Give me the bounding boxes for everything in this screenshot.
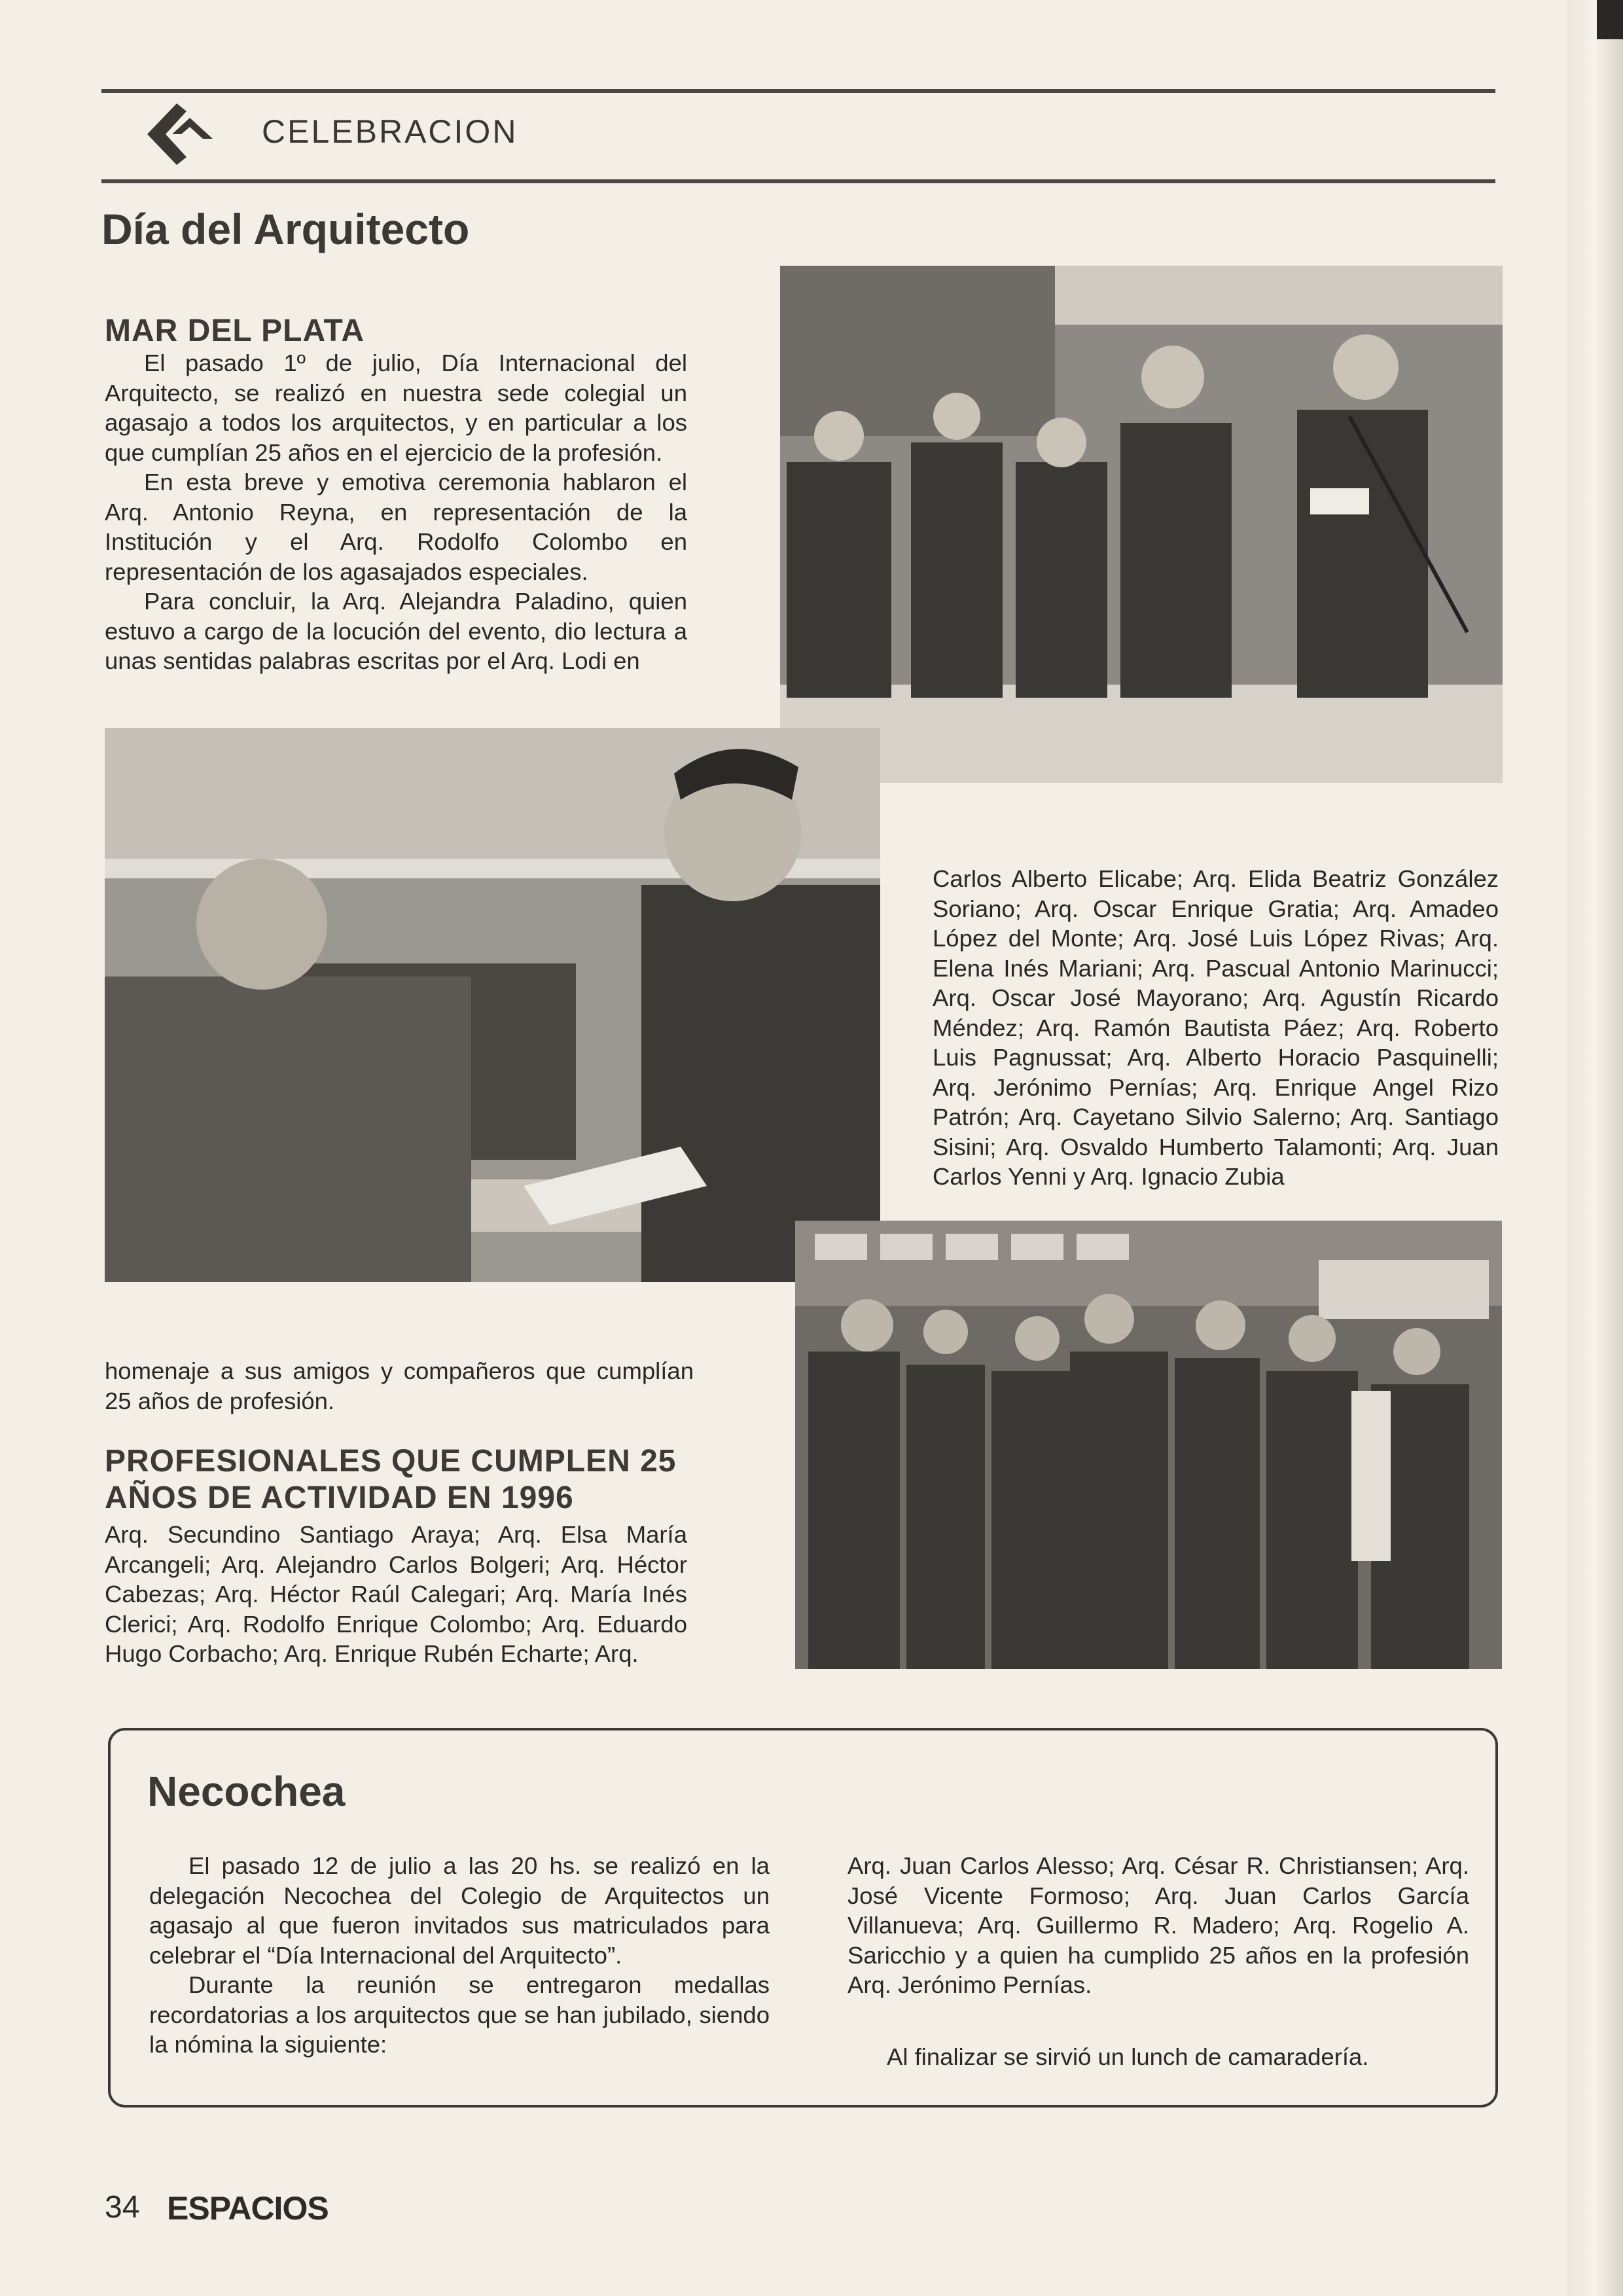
necochea-paragraph-2: Durante la reunión se entregaron medallas recordatorias a los arquitectos que se han jubilado, siendo la nómina la siguiente: — [149, 1971, 770, 2058]
top-rule — [101, 89, 1495, 93]
section-label: CELEBRACION — [262, 113, 518, 150]
photo-speakers — [780, 266, 1503, 783]
mdp-paragraph-3: Para concluir, la Arq. Alejandra Paladino, quien estuvo a cargo de la locución del evento, dio lectura a unas sentidas palabras escritas por el Arq. Lodi en — [105, 588, 687, 674]
mdp-paragraph-4: homenaje a sus amigos y compañeros que cumplían 25 años de profesión. — [105, 1357, 694, 1414]
page-title: Día del Arquitecto — [101, 205, 470, 253]
mdp-text — [105, 348, 687, 676]
page-number: 34 — [105, 2190, 140, 2225]
page-edge — [1567, 0, 1623, 2296]
mdp-paragraph-1: El pasado 1º de julio, Día Internacional del Arquitecto, se realizó en nuestra sede colegial un agasajo a todos los arquitectos, y en particular a los que cumplían 25 años en el ejercicio de la profesión. — [105, 350, 687, 466]
professionals-list: Arq. Secundino Santiago Araya; Arq. Elsa María Arcangeli; Arq. Alejandro Carlos Bolgeri; Arq. Héctor Cabezas; Arq. Héctor Raúl Calegari; Arq. María Inés Clerici; Arq. Rodolfo Enrique Colombo; Arq. Eduardo Hugo Corbacho; Arq. Enrique Rubén Echarte; Arq. — [105, 1521, 687, 1667]
header-rule — [101, 179, 1495, 183]
necochea-paragraph-3: Arq. Juan Carlos Alesso; Arq. César R. Christiansen; Arq. José Vicente Formoso; Arq. Juan Carlos García Villanueva; Arq. Guillermo R. Madero; Arq. Rogelio A. Saricchio y a quien ha cumplido 25 años en la profesión Arq. Jerónimo Pernías. — [847, 1852, 1469, 1998]
necochea-left-column — [149, 1851, 770, 2060]
necochea-right-column — [847, 1851, 1469, 2000]
logo-arrow-icon — [141, 98, 219, 170]
professionals-list-continued: Carlos Alberto Elicabe; Arq. Elida Beatriz González Soriano; Arq. Oscar Enrique Gratia; Arq. Amadeo López del Monte; Arq. José Luis López Rivas; Arq. Elena Inés Mariani; Arq. Pascual Antonio Marinucci; Arq. Oscar José Mayorano; Arq. Agustín Ricardo Méndez; Arq. Ramón Bautista Páez; Arq. Roberto Luis Pagnussat; Arq. Alberto Horacio Pasquinelli; Arq. Jerónimo Pernías; Arq. Enrique Angel Rizo Patrón; Arq. Cayetano Silvio Salerno; Arq. Santiago Sisini; Arq. Osvaldo Humberto Talamonti; Arq. Juan Carlos Yenni y Arq. Ignacio Zubia — [933, 865, 1499, 1190]
mdp-heading: MAR DEL PLATA — [105, 314, 365, 348]
professionals-heading: PROFESIONALES QUE CUMPLEN 25 AÑOS DE ACTIVIDAD EN 1996 — [105, 1444, 677, 1515]
photo-crowd — [795, 1221, 1502, 1669]
necochea-paragraph-1: El pasado 12 de julio a las 20 hs. se realizó en la delegación Necochea del Colegio de Arquitectos un agasajo al que fueron invitados sus matriculados para celebrar el “Día Internacional del Arquitecto”. — [149, 1852, 770, 1969]
necochea-title: Necochea — [147, 1768, 346, 1815]
mdp-paragraph-2: En esta breve y emotiva ceremonia hablaron el Arq. Antonio Reyna, en representación de la Institución y el Arq. Rodolfo Colombo en representación de los agasajados especiales. — [105, 469, 687, 585]
necochea-paragraph-4: Al finalizar se sirvió un lunch de camaradería. — [887, 2043, 1369, 2070]
photo-handshake — [105, 728, 880, 1282]
page-corner-shadow — [1597, 0, 1623, 39]
magazine-name: ESPACIOS — [167, 2190, 329, 2227]
